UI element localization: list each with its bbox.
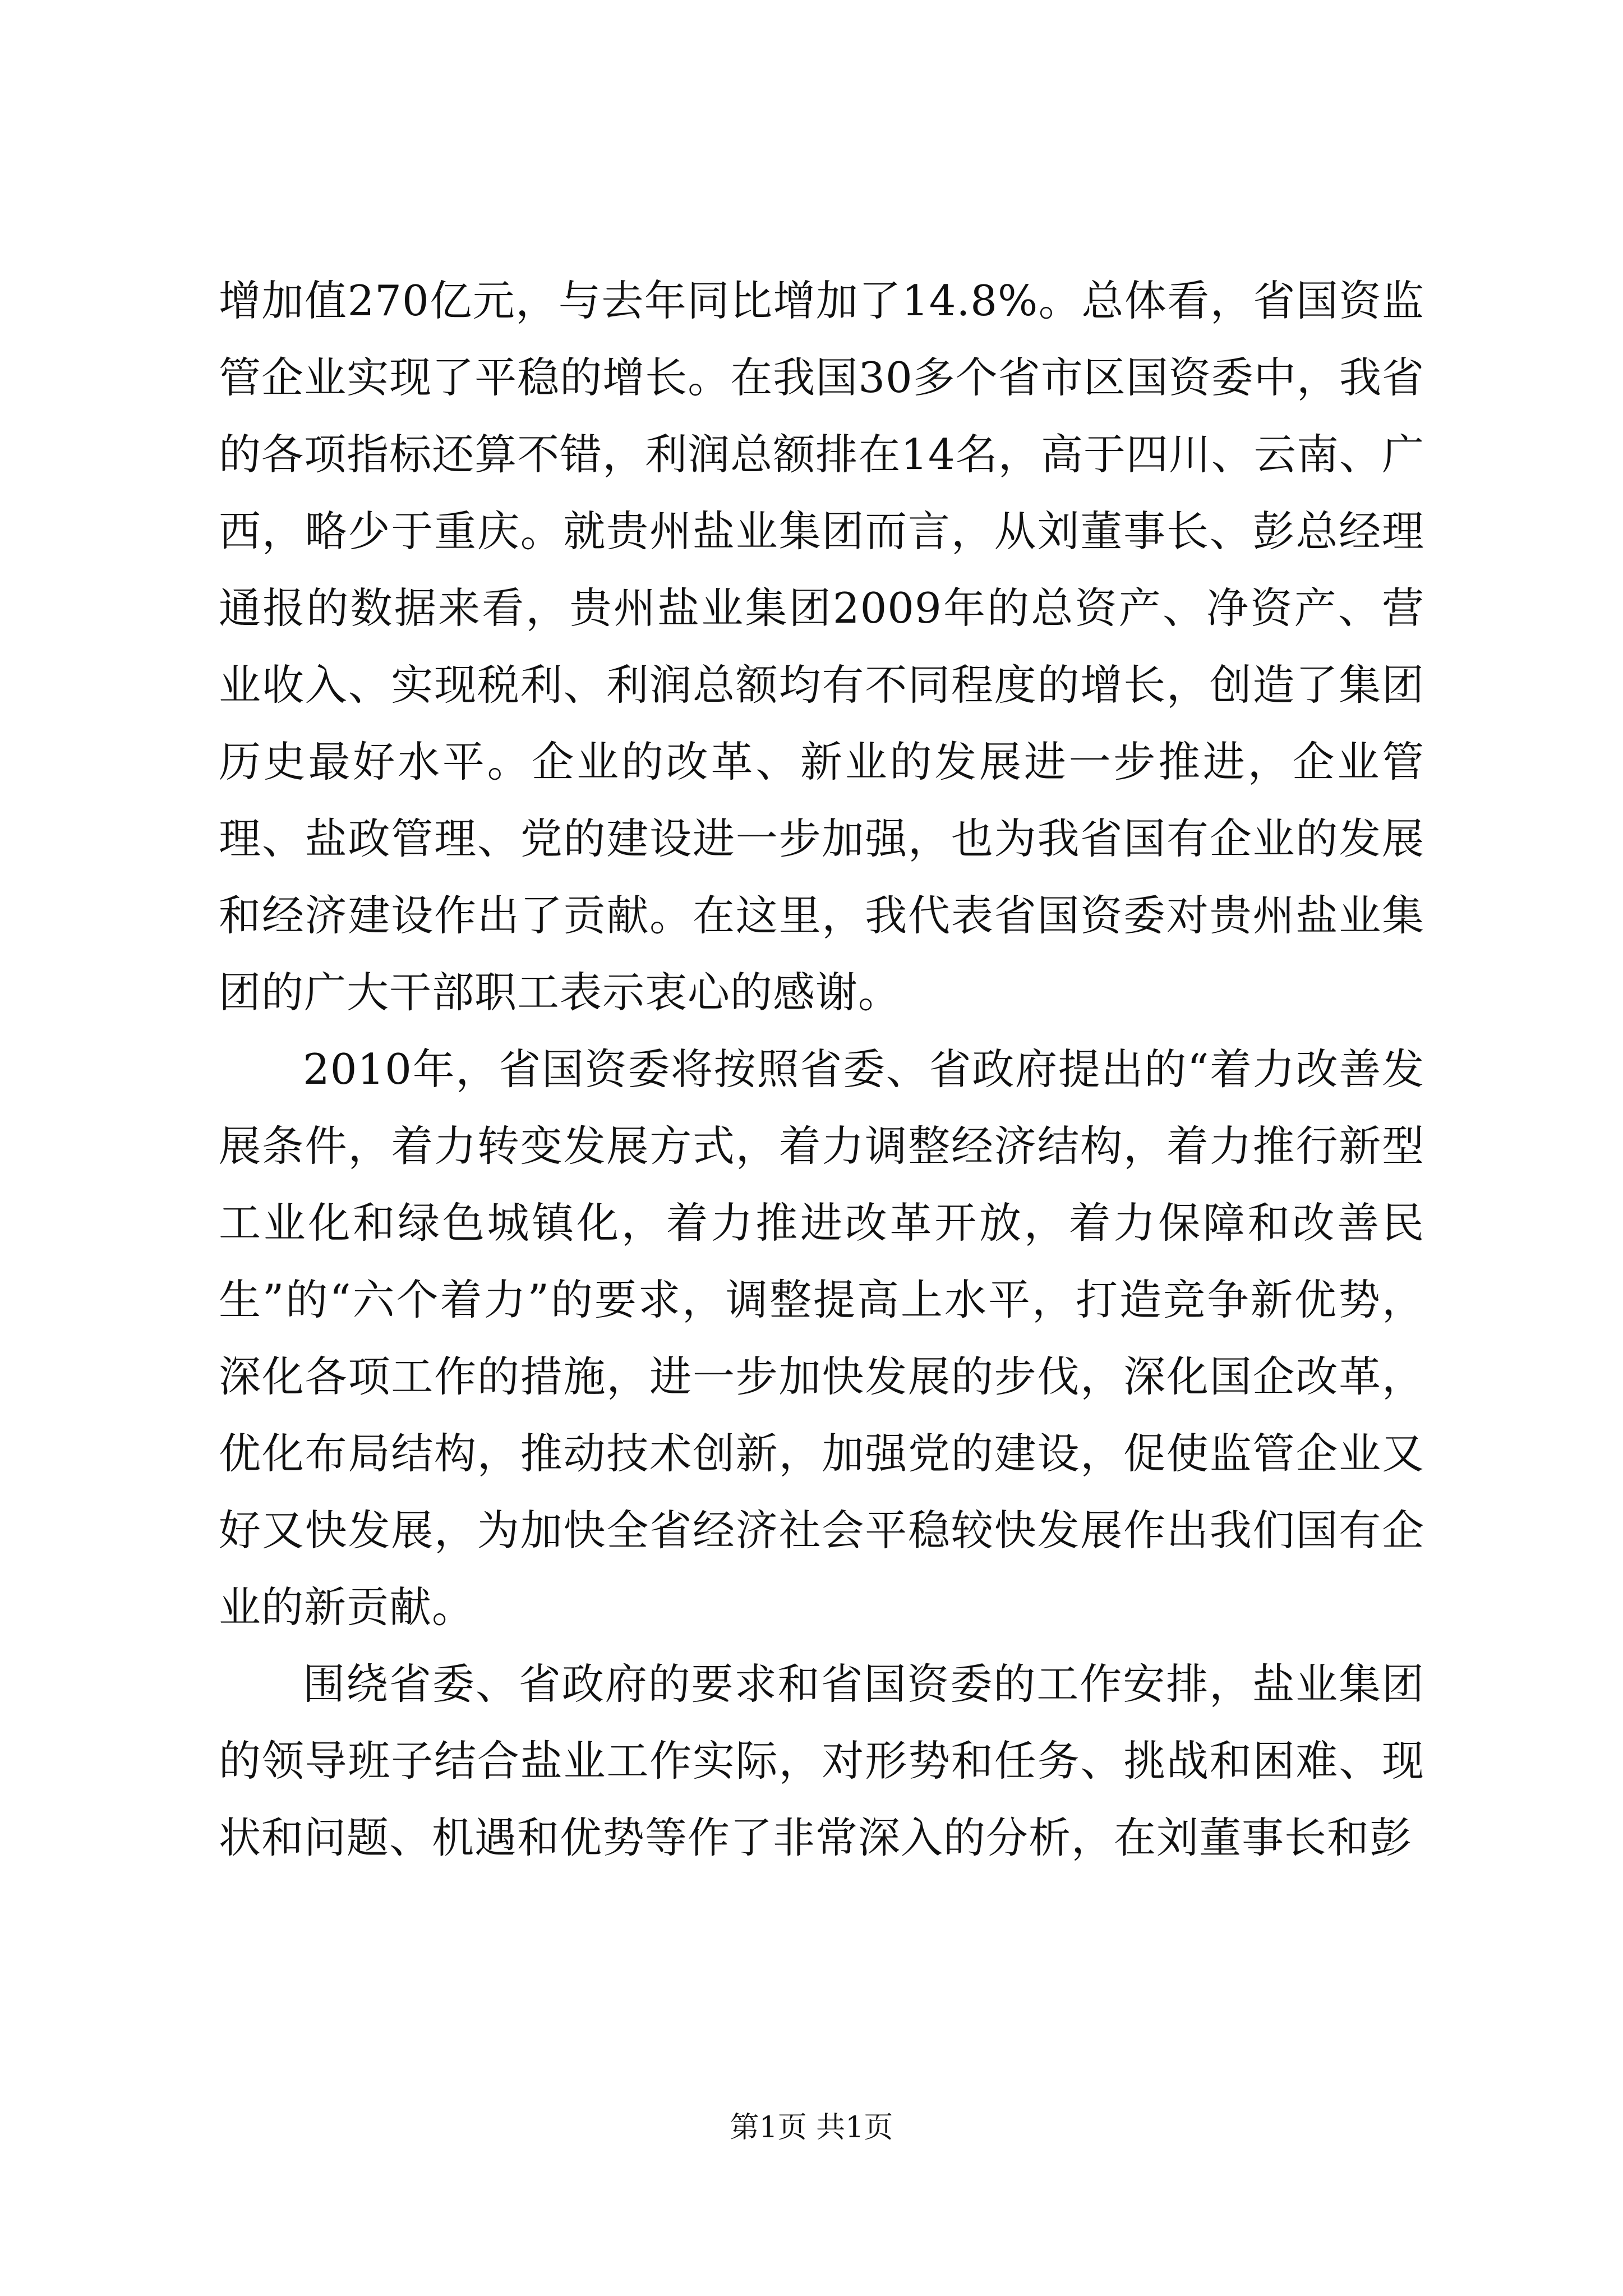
paragraph-2010-plan: 2010年，省国资委将按照省委、省政府提出的“着力改善发展条件，着力转变发展方式，着力调整经济结构，着力推行新型工业化和绿色城镇化，着力推进改革开放，着力保障和改善民生”的“六个着力”的要求，调整提高上水平，打造竞争新优势，深化各项工作的措施，进一步加快发展的步伐，深化国企改革，优化布局结构，推动技术创新，加强党的建设，促使监管企业又好又快发展，为加快全省经济社会平稳较快发展作出我们国有企业的新贡献。 [219,1045,1424,1632]
paragraph-continued: 增加值270亿元，与去年同比增加了14.8%。总体看，省国资监管企业实现了平稳的增长。在我国30多个省市区国资委中，我省的各项指标还算不错，利润总额排在14名，高于四川、云南、广西，略少于重庆。就贵州盐业集团而言，从刘董事长、彭总经理通报的数据来看，贵州盐业集团2009年的总资产、净资产、营业收入、实现税利、利润总额均有不同程度的增长，创造了集团历史最好水平。企业的改革、新业的发展进一步推进，企业管理、盐政管理、党的建设进一步加强，也为我省国有企业的发展和经济建设作出了贡献。在这里，我代表省国资委对贵州盐业集团的广大干部职工表示衷心的感谢。 [219,276,1424,1017]
paragraph-salt-group: 围绕省委、省政府的要求和省国资委的工作安排，盐业集团的领导班子结合盐业工作实际，对形势和任务、挑战和困难、现状和问题、机遇和优势等作了非常深入的分析，在刘董事长和彭 [219,1659,1424,1862]
document-body [219,263,1424,1876]
page-footer: 第1页 共1页 [730,2111,893,2145]
